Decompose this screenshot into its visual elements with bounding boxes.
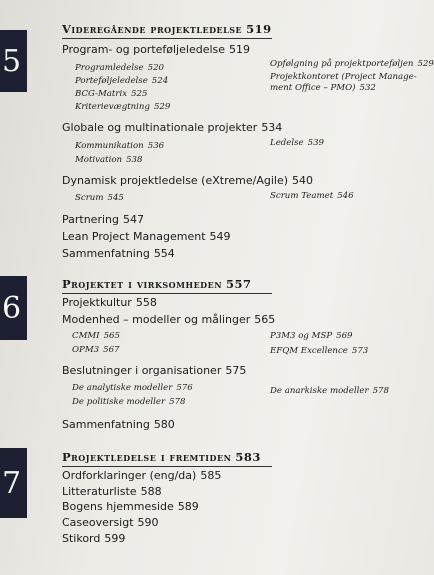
toc-entry[interactable]: Stikord 599	[62, 532, 126, 545]
chapter-7-divider	[62, 466, 272, 467]
toc-entry[interactable]: Partnering 547	[62, 213, 144, 226]
chapter-5-divider	[62, 38, 272, 39]
chapter-6-heading: Projektet i virksomheden 557	[62, 277, 252, 291]
toc-entry[interactable]: Projektkultur 558	[62, 296, 157, 309]
toc-subentry[interactable]: Opfølgning på projektporteføljen 529	[270, 59, 434, 69]
toc-entry[interactable]: Dynamisk projektledelse (eXtreme/Agile) 540	[62, 174, 314, 187]
toc-entry[interactable]: Program- og porteføljeledelse 519	[62, 43, 251, 56]
toc-subentry[interactable]: Scrum 545	[75, 193, 124, 203]
toc-entry[interactable]: Lean Project Management 549	[62, 230, 231, 243]
toc-entry[interactable]: Sammenfatning 554	[62, 247, 175, 260]
toc-subentry[interactable]: Scrum Teamet 546	[270, 191, 354, 201]
chapter-6-divider	[62, 293, 272, 294]
toc-subentry[interactable]: Ledelse 539	[270, 138, 325, 148]
chapter-7-heading: Projektledelse i fremtiden 583	[62, 450, 261, 464]
toc-subentry[interactable]: EFQM Excellence 573	[270, 346, 369, 356]
toc-subentry[interactable]: De politiske modeller 578	[72, 397, 186, 407]
toc-subentry[interactable]: Porteføljeledelse 524	[75, 76, 169, 86]
toc-entry[interactable]: Sammenfatning 580	[62, 418, 175, 431]
toc-subentry[interactable]: OPM3 567	[72, 345, 120, 355]
toc-entry[interactable]: Beslutninger i organisationer 575	[62, 364, 247, 377]
toc-entry[interactable]: Bogens hjemmeside 589	[62, 500, 199, 513]
toc-subentry[interactable]: Kriterievægtning 529	[75, 102, 171, 112]
toc-subentry[interactable]: CMMI 565	[72, 331, 120, 341]
toc-subentry[interactable]: Projektkontoret (Project Manage- ment Office – PMO) 532	[270, 72, 417, 93]
toc-subentry[interactable]: Programledelse 520	[75, 63, 165, 73]
toc-subentry[interactable]: De anarkiske modeller 578	[270, 386, 389, 396]
toc-entry[interactable]: Ordforklaringer (eng/da) 585	[62, 469, 222, 482]
toc-subentry[interactable]: De analytiske modeller 576	[72, 383, 193, 393]
toc-subentry[interactable]: P3M3 og MSP 569	[270, 331, 353, 341]
chapter-5-heading: Videregående projektledelse 519	[62, 22, 272, 36]
toc-entry[interactable]: Globale og multinationale projekter 534	[62, 121, 283, 134]
toc-entry[interactable]: Litteraturliste 588	[62, 485, 162, 498]
chapter-tab-5: 5	[0, 30, 27, 92]
toc-entry[interactable]: Modenhed – modeller og målinger 565	[62, 313, 276, 326]
toc-subentry[interactable]: Motivation 538	[75, 155, 143, 165]
chapter-tab-6: 6	[0, 276, 27, 340]
toc-entry[interactable]: Caseoversigt 590	[62, 516, 159, 529]
toc-subentry[interactable]: Kommunikation 536	[75, 141, 165, 151]
chapter-tab-7: 7	[0, 448, 27, 518]
toc-subentry[interactable]: BCG-Matrix 525	[75, 89, 148, 99]
